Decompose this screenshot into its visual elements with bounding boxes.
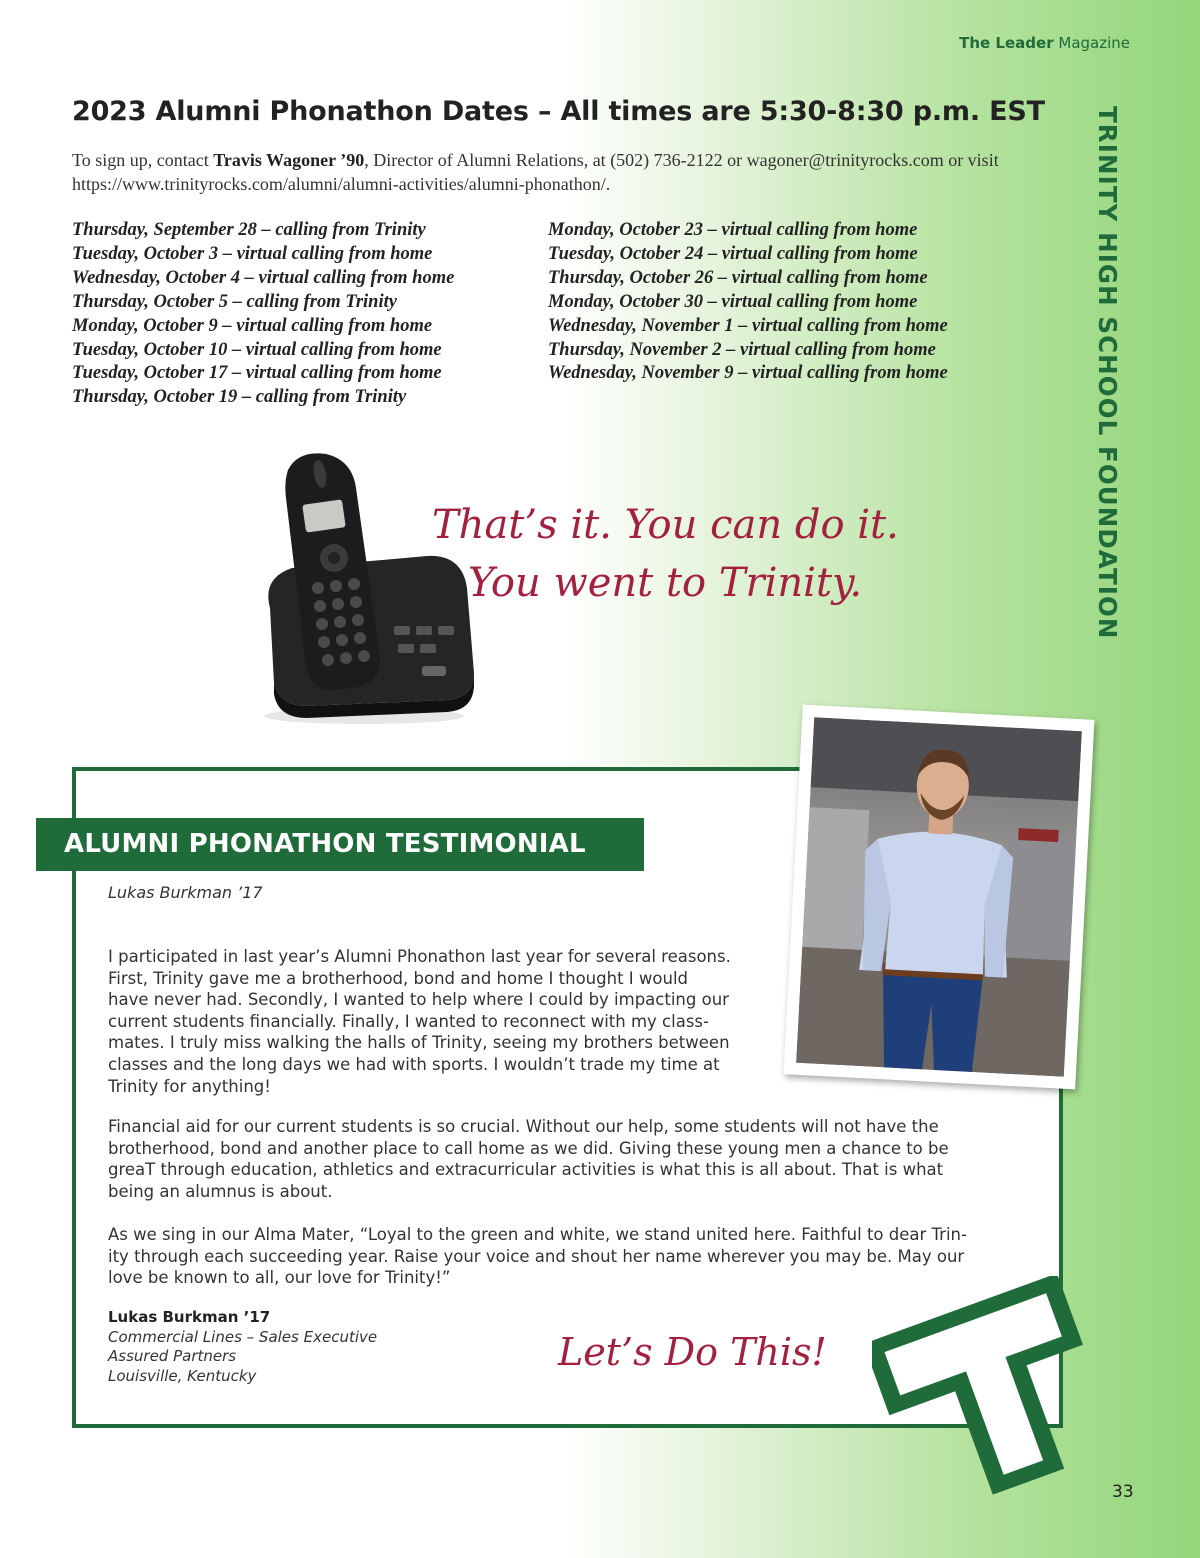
text-line: greaT through education, athletics and extracurricular activities is what this is all about. That is what: [108, 1160, 944, 1180]
date-item: Tuesday, October 10 – virtual calling from home: [72, 339, 442, 360]
trinity-t-logo: [872, 1276, 1112, 1521]
testimonial-heading: ALUMNI PHONATHON TESTIMONIAL: [36, 818, 644, 871]
magazine-name: The Leader: [959, 34, 1054, 52]
testimonial-paragraph-3: [108, 1224, 967, 1289]
signature-location: Louisville, Kentucky: [108, 1366, 257, 1385]
signup-paragraph: [72, 148, 1062, 196]
testimonial-paragraph-1: [108, 946, 731, 1097]
date-item: Thursday, October 19 – calling from Trinity: [72, 387, 407, 408]
date-item: Wednesday, October 4 – virtual calling from home: [72, 267, 455, 288]
text-line: love be known to all, our love for Trinity!”: [108, 1268, 451, 1288]
text-line: classes and the long days we had with sports. I wouldn’t trade my time at: [108, 1054, 720, 1074]
contact-name: Travis Wagoner ’90: [213, 150, 365, 170]
text-line: current students financially. Finally, I wanted to reconnect with my class-: [108, 1011, 709, 1031]
signature-block: [108, 1308, 377, 1386]
dates-left-column: [72, 219, 454, 410]
date-item: Thursday, October 5 – calling from Trinity: [72, 291, 397, 312]
magazine-header: [959, 34, 1130, 52]
date-item: Monday, October 30 – virtual calling from home: [548, 291, 918, 312]
person-photo-icon: [796, 717, 1082, 1077]
signature-title: Commercial Lines – Sales Executive: [108, 1327, 378, 1346]
slogan-line-2: You went to Trinity.: [468, 560, 863, 606]
date-item: Thursday, September 28 – calling from Trinity: [72, 220, 426, 240]
page-number: 33: [1112, 1482, 1134, 1502]
date-item: Monday, October 23 – virtual calling from home: [548, 220, 918, 240]
signature-name: Lukas Burkman ’17: [108, 1308, 271, 1326]
side-title: TRINITY HIGH SCHOOL FOUNDATION: [1093, 106, 1122, 640]
date-item: Tuesday, October 3 – virtual calling from home: [72, 243, 433, 264]
alumnus-photo: [784, 705, 1095, 1090]
text-line: mates. I truly miss walking the halls of Trinity, seeing my brothers between: [108, 1033, 730, 1053]
text-line: ity through each succeeding year. Raise your voice and shout her name wherever you may be. May our: [108, 1246, 965, 1266]
text-line: I participated in last year’s Alumni Phonathon last year for several reasons.: [108, 947, 731, 966]
date-item: Monday, October 9 – virtual calling from home: [72, 315, 433, 336]
text-line: have never had. Secondly, I wanted to help where I could by impacting our: [108, 990, 729, 1010]
text-line: As we sing in our Alma Mater, “Loyal to the green and white, we stand united here. Faithful to dear Trin-: [108, 1225, 967, 1244]
text-line: First, Trinity gave me a brotherhood, bond and home I thought I would: [108, 968, 689, 988]
magazine-label: Magazine: [1058, 34, 1130, 52]
text-line: brotherhood, bond and another place to call home as we did. Giving these young men a chance to be: [108, 1138, 949, 1158]
trinity-t-icon: [872, 1276, 1112, 1516]
text-line: being an alumnus is about.: [108, 1181, 333, 1201]
testimonial-byline: Lukas Burkman ’17: [108, 883, 263, 902]
dates-right-column: [548, 219, 948, 386]
closing-slogan: Let’s Do This!: [558, 1330, 827, 1374]
date-item: Tuesday, October 24 – virtual calling from home: [548, 243, 918, 264]
date-item: Tuesday, October 17 – virtual calling from home: [72, 363, 442, 384]
date-item: Wednesday, November 9 – virtual calling from home: [548, 363, 948, 384]
text-line: Financial aid for our current students is so crucial. Without our help, some students will not have the: [108, 1117, 939, 1136]
page-title: 2023 Alumni Phonathon Dates – All times are 5:30-8:30 p.m. EST: [72, 96, 1045, 127]
phone-icon: [252, 448, 477, 728]
signature-company: Assured Partners: [108, 1347, 237, 1365]
testimonial-paragraph-2: [108, 1116, 949, 1202]
date-item: Thursday, October 26 – virtual calling from home: [548, 267, 928, 288]
cordless-phone-image: [252, 448, 477, 733]
text-line: Trinity for anything!: [108, 1076, 271, 1096]
slogan-line-1: That’s it. You can do it.: [432, 502, 899, 548]
signup-pre: To sign up, contact: [72, 150, 214, 170]
date-item: Wednesday, November 1 – virtual calling from home: [548, 315, 948, 336]
date-item: Thursday, November 2 – virtual calling from home: [548, 339, 936, 360]
signup-post: , Director of Alumni Relations, at (502) 736-2122 or wagoner@trinityrocks.com or visit https://www.trinityrocks.com/alumni/alumni-activities/alumni-phonathon/.: [72, 150, 999, 194]
